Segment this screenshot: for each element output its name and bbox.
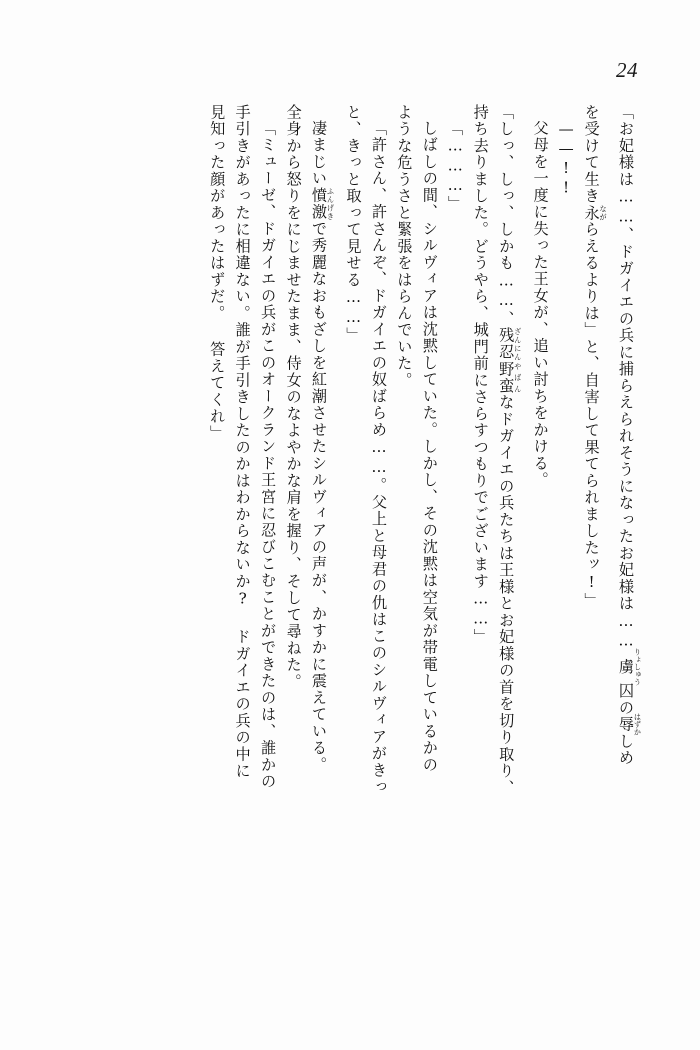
text-line-13: 全身から怒りをにじませたまま、侍女のなよやかな肩を握り、そして尋ねた。	[284, 104, 303, 691]
page-number: 24	[616, 58, 638, 82]
text-line-15: 手引きがあったに相違ない。誰が手引きしたのかはわからないか? ドガイエの兵の中に	[233, 104, 252, 780]
text-line-14: 「ミューゼ、ドガイエの兵がこのオークランド王宮に忍びこむことができたのは、誰かの	[259, 120, 278, 790]
vertical-text-body	[60, 104, 642, 1010]
text-line-2: を受けて生き永ながらえるよりは」と、自害して果てられましたッ!」	[582, 104, 609, 610]
text-line-4: 父母を一度に失った王女が、追い討ちをかける。	[531, 120, 550, 489]
text-line-3: ——!!	[557, 120, 576, 199]
text-line-5: 「しっ、しっ、しかも……、残忍ざんにん野蛮やばんなドガイエの兵たちは王様とお妃様の首を切り取り、	[497, 104, 523, 797]
text-line-16: 見知った顔があったはずだ。 答えてくれ」	[208, 104, 227, 442]
text-line-1: 「お妃様は……、ドガイエの兵に捕らえられそうになったお妃様は……虜りょしゅう囚の辱はずかしめ	[617, 104, 643, 767]
text-line-9: ような危うさと緊張をはらんでいた。	[395, 104, 414, 389]
text-line-7: 「………」	[446, 120, 465, 213]
text-line-12: 凄まじい憤激ふんげきで秀麗なおもざしを紅潮させたシルヴィアの声が、かすかに震えている。	[310, 120, 336, 774]
text-line-10: 「許さん、許さんぞ、ドガイエの奴ばらめ……。父上と母君の仇はこのシルヴィアがきっ	[369, 120, 388, 796]
text-line-6: 持ち去りました。どうやら、城門前にさらすつもりでございます……」	[471, 104, 490, 646]
text-line-11: と、きっと取って見せる……」	[344, 104, 363, 345]
text-line-8: しばしの間、シルヴィアは沈黙していた。しかし、その沈黙は空気が帯電しているかの	[420, 120, 439, 774]
